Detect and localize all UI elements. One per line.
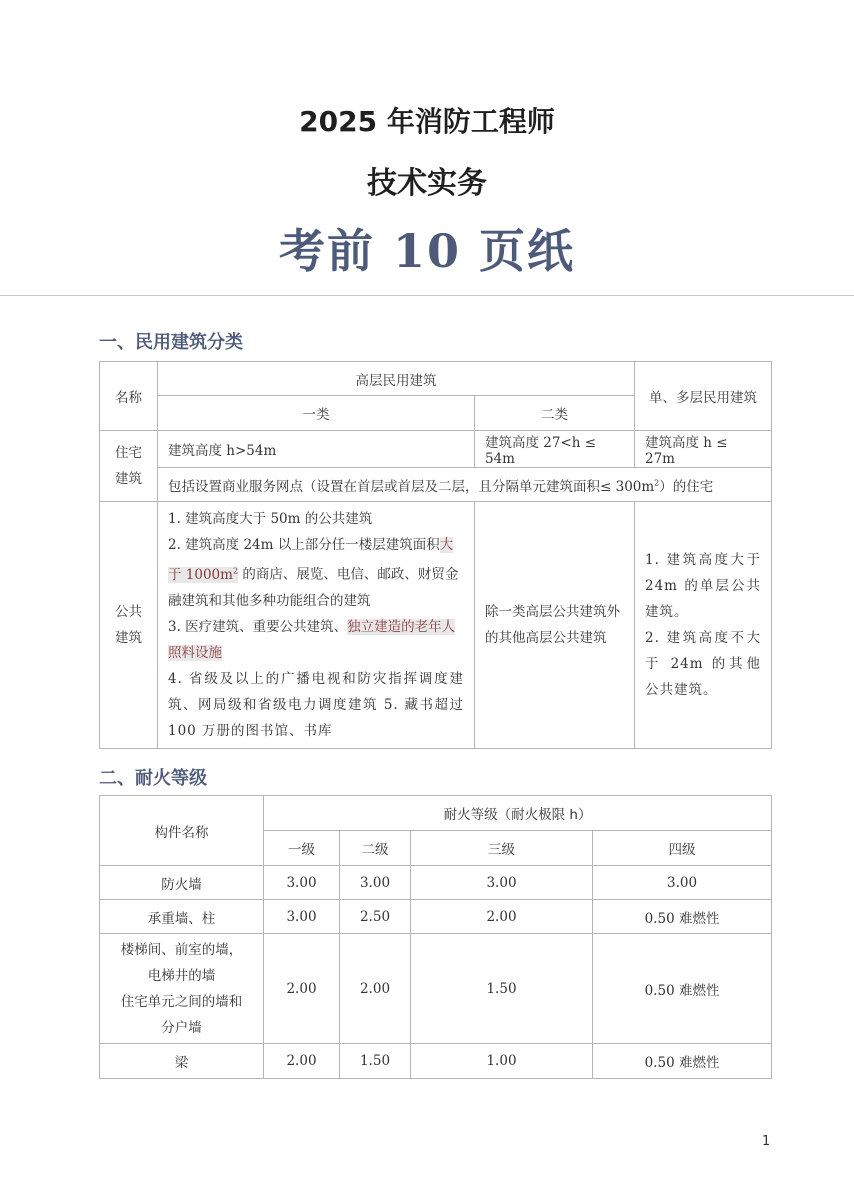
section-title-building-classification: 一、民用建筑分类 [99, 332, 243, 353]
residential-class2: 建筑高度 27<h ≤ 54m [475, 431, 635, 468]
value-grade-2: 1.50 [340, 1044, 411, 1079]
fire-resistance-table [99, 795, 772, 1079]
table-row [100, 934, 772, 1044]
public-lowrise-item2: 2. 建筑高度不大于 24m 的其他公共建筑。 [645, 629, 761, 698]
public-class1-item4: 4. 省级及以上的广播电视和防灾指挥调度建筑、网局级和省级电力调度建筑 5. 藏书超过 100 万册的图书馆、书库 [168, 670, 464, 739]
item2-tail: 的商店、展览、电信、邮政、财贸金融建筑和其他多种功能组合的建筑 [168, 566, 459, 609]
row-label-public [100, 502, 158, 749]
header-name: 名称 [100, 362, 158, 431]
header-class2: 二类 [475, 396, 635, 431]
component-name [100, 934, 264, 1044]
doc-title-line1: 2025 年消防工程师 [299, 105, 555, 138]
table-row [100, 866, 772, 900]
value-grade-1: 2.00 [264, 934, 340, 1044]
residential-lowrise: 建筑高度 h ≤ 27m [635, 431, 772, 468]
value-grade-3: 2.00 [411, 900, 593, 934]
value-grade-4: 0.50 难燃性 [593, 900, 772, 934]
table-row [100, 900, 772, 934]
table-row [100, 1044, 772, 1079]
public-class2: 除一类高层公共建筑外的其他高层公共建筑 [475, 502, 635, 749]
header-divider [0, 295, 854, 296]
residential-class1: 建筑高度 h>54m [158, 431, 475, 468]
value-grade-1: 3.00 [264, 900, 340, 934]
public-class1-item1: 1. 建筑高度大于 50m 的公共建筑 [168, 511, 373, 527]
value-grade-3: 1.00 [411, 1044, 593, 1079]
public-lowrise [635, 502, 772, 749]
value-grade-4: 0.50 难燃性 [593, 1044, 772, 1079]
public-class1 [158, 502, 475, 749]
public-label-line2: 建筑 [115, 629, 142, 646]
value-grade-1: 3.00 [264, 866, 340, 900]
value-grade-1: 2.00 [264, 1044, 340, 1079]
public-class1-item2 [168, 532, 464, 614]
section-title-fire-resistance: 二、耐火等级 [99, 768, 207, 789]
item3-text: 3. 医疗建筑、重要公共建筑、 [168, 618, 348, 635]
public-label-line1: 公共 [115, 603, 142, 620]
value-grade-4: 0.50 难燃性 [593, 934, 772, 1044]
value-grade-2: 2.50 [340, 900, 411, 934]
component-name-line: 住宅单元之间的墙和 [120, 993, 243, 1010]
value-grade-4: 3.00 [593, 866, 772, 900]
residential-label-line2: 建筑 [115, 471, 142, 487]
header-grade-3: 三级 [411, 831, 593, 866]
residential-label-line1: 住宅 [115, 445, 142, 461]
building-classification-table [99, 361, 772, 749]
value-grade-3: 3.00 [411, 866, 593, 900]
component-name: 梁 [100, 1044, 264, 1079]
doc-title-line2: 技术实务 [367, 166, 487, 201]
residential-note-text: 包括设置商业服务网点（设置在首层或首层及二层，且分隔单元建筑面积≤ 300m [168, 478, 655, 495]
value-grade-2: 2.00 [340, 934, 411, 1044]
header-class1: 一类 [158, 396, 475, 431]
header-grade-4: 四级 [593, 831, 772, 866]
residential-note [158, 468, 772, 502]
residential-note-tail: ）的住宅 [659, 478, 714, 495]
public-class1-item3 [168, 614, 464, 666]
header-component: 构件名称 [100, 796, 264, 866]
header-highrise: 高层民用建筑 [158, 362, 635, 396]
component-name: 防火墙 [100, 866, 264, 900]
component-name-line: 分户墙 [161, 1019, 202, 1036]
header-grade-2: 二级 [340, 831, 411, 866]
header-grade-1: 一级 [264, 831, 340, 866]
item2-text: 2. 建筑高度 24m 以上部分任一楼层建筑面积 [168, 537, 440, 553]
component-name-line: 电梯井的墙 [147, 967, 216, 984]
component-name-line: 楼梯间、前室的墙， [120, 941, 243, 958]
value-grade-3: 1.50 [411, 934, 593, 1044]
row-label-residential [100, 431, 158, 502]
residential-note-sup: 2 [654, 478, 660, 487]
header-lowrise: 单、多层民用建筑 [635, 362, 772, 431]
page-number: 1 [762, 1134, 771, 1149]
public-lowrise-item1: 1. 建筑高度大于 24m 的单层公共建筑。 [645, 551, 761, 620]
item2-highlight: 大于 $1000m^2$ [168, 537, 454, 583]
header-fire-grade: 耐火等级（耐火极限 h） [264, 796, 772, 831]
component-name: 承重墙、柱 [100, 900, 264, 934]
item3-highlight: 独立建造的老年人照料设施 [168, 618, 456, 661]
value-grade-2: 3.00 [340, 866, 411, 900]
doc-title-line3: 考前 10 页纸 [278, 224, 576, 278]
